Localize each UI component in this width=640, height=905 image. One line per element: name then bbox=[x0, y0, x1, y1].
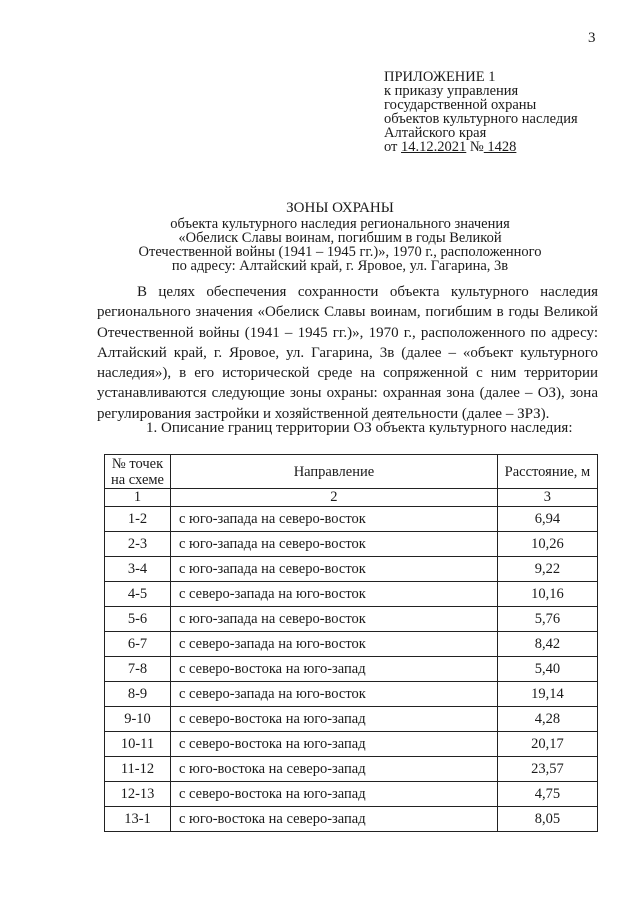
column-number: 2 bbox=[171, 489, 498, 507]
document-title bbox=[100, 200, 580, 273]
cell-point: 5-6 bbox=[105, 607, 171, 632]
table-row bbox=[105, 682, 598, 707]
appendix-line: объектов культурного наследия bbox=[384, 111, 578, 127]
cell-direction: с северо-востока на юго-запад bbox=[171, 782, 498, 807]
appendix-line: государственной охраны bbox=[384, 97, 537, 113]
cell-direction: с северо-запада на юго-восток bbox=[171, 582, 498, 607]
order-date: 14.12.2021 bbox=[401, 139, 467, 155]
header-distance: Расстояние, м bbox=[497, 455, 597, 489]
table-row bbox=[105, 807, 598, 832]
cell-direction: с юго-востока на северо-запад bbox=[171, 757, 498, 782]
cell-direction: с северо-востока на юго-запад bbox=[171, 707, 498, 732]
table-row bbox=[105, 532, 598, 557]
title-line: «Обелиск Славы воинам, погибшим в годы Великой bbox=[178, 230, 502, 246]
title-line: объекта культурного наследия регионального значения bbox=[170, 216, 510, 232]
cell-direction: с юго-востока на северо-запад bbox=[171, 807, 498, 832]
section-heading: 1. Описание границ территории ОЗ объекта культурного наследия: bbox=[146, 420, 573, 436]
cell-point: 13-1 bbox=[105, 807, 171, 832]
cell-distance: 8,42 bbox=[497, 632, 597, 657]
cell-point: 1-2 bbox=[105, 507, 171, 532]
cell-distance: 10,16 bbox=[497, 582, 597, 607]
cell-point: 9-10 bbox=[105, 707, 171, 732]
date-prefix: от bbox=[384, 139, 402, 155]
cell-distance: 4,28 bbox=[497, 707, 597, 732]
cell-direction: с северо-востока на юго-запад bbox=[171, 732, 498, 757]
cell-direction: с юго-запада на северо-восток bbox=[171, 557, 498, 582]
cell-distance: 8,05 bbox=[497, 807, 597, 832]
title-line: по адресу: Алтайский край, г. Яровое, ул. Гагарина, 3в bbox=[171, 258, 509, 274]
cell-point: 8-9 bbox=[105, 682, 171, 707]
table-row bbox=[105, 557, 598, 582]
boundary-table bbox=[104, 454, 598, 832]
cell-distance: 19,14 bbox=[497, 682, 597, 707]
appendix-line: Алтайского края bbox=[384, 125, 487, 141]
header-direction: Направление bbox=[171, 455, 498, 489]
title-line: Отечественной войны (1941 – 1945 гг.)», 1970 г., расположенного bbox=[138, 244, 542, 260]
appendix-title: ПРИЛОЖЕНИЕ 1 bbox=[384, 69, 496, 85]
cell-distance: 5,76 bbox=[497, 607, 597, 632]
cell-direction: с северо-запада на юго-восток bbox=[171, 682, 498, 707]
table-row bbox=[105, 657, 598, 682]
cell-distance: 9,22 bbox=[497, 557, 597, 582]
cell-direction: с юго-запада на северо-восток bbox=[171, 607, 498, 632]
table-row bbox=[105, 782, 598, 807]
table-row bbox=[105, 582, 598, 607]
cell-direction: с северо-запада на юго-восток bbox=[171, 632, 498, 657]
table-row bbox=[105, 732, 598, 757]
appendix-line: к приказу управления bbox=[384, 83, 519, 99]
cell-point: 7-8 bbox=[105, 657, 171, 682]
table-header-row bbox=[105, 455, 598, 489]
table-row bbox=[105, 757, 598, 782]
table-row bbox=[105, 707, 598, 732]
appendix-date-line bbox=[384, 140, 578, 154]
intro-paragraph: В целях обеспечения сохранности объекта культурного наследия регионального значения «Обелиск Славы воинам, погибшим в годы Великой Отечественной войны (1941 – 1945 гг.)», 1970 г., расположенного по адресу: Алтайский край, г. Яровое, ул. Гагарина, 3в (далее – «объект культурного наследия»), в его исторической среде на сопряженной с ним территории устанавливаются следующие зоны охраны: охранная зона (далее – ОЗ), зона регулирования застройки и хозяйственной деятельности (далее – ЗРЗ). bbox=[97, 284, 598, 422]
table-row bbox=[105, 507, 598, 532]
column-number: 3 bbox=[497, 489, 597, 507]
cell-point: 12-13 bbox=[105, 782, 171, 807]
order-number: 1428 bbox=[483, 139, 517, 155]
table-row bbox=[105, 607, 598, 632]
cell-point: 2-3 bbox=[105, 532, 171, 557]
cell-distance: 23,57 bbox=[497, 757, 597, 782]
table-row bbox=[105, 632, 598, 657]
cell-distance: 4,75 bbox=[497, 782, 597, 807]
cell-point: 10-11 bbox=[105, 732, 171, 757]
header-points: № точек на схеме bbox=[105, 455, 171, 489]
cell-point: 3-4 bbox=[105, 557, 171, 582]
number-sign: № bbox=[466, 139, 484, 155]
cell-direction: с юго-запада на северо-восток bbox=[171, 532, 498, 557]
cell-distance: 10,26 bbox=[497, 532, 597, 557]
cell-point: 4-5 bbox=[105, 582, 171, 607]
cell-distance: 20,17 bbox=[497, 732, 597, 757]
cell-direction: с юго-запада на северо-восток bbox=[171, 507, 498, 532]
cell-direction: с северо-востока на юго-запад bbox=[171, 657, 498, 682]
cell-distance: 6,94 bbox=[497, 507, 597, 532]
cell-point: 11-12 bbox=[105, 757, 171, 782]
column-number-row bbox=[105, 489, 598, 507]
appendix-block bbox=[384, 70, 578, 154]
column-number: 1 bbox=[105, 489, 171, 507]
page-number: 3 bbox=[588, 30, 596, 46]
cell-distance: 5,40 bbox=[497, 657, 597, 682]
title-heading: ЗОНЫ ОХРАНЫ bbox=[286, 200, 394, 216]
cell-point: 6-7 bbox=[105, 632, 171, 657]
